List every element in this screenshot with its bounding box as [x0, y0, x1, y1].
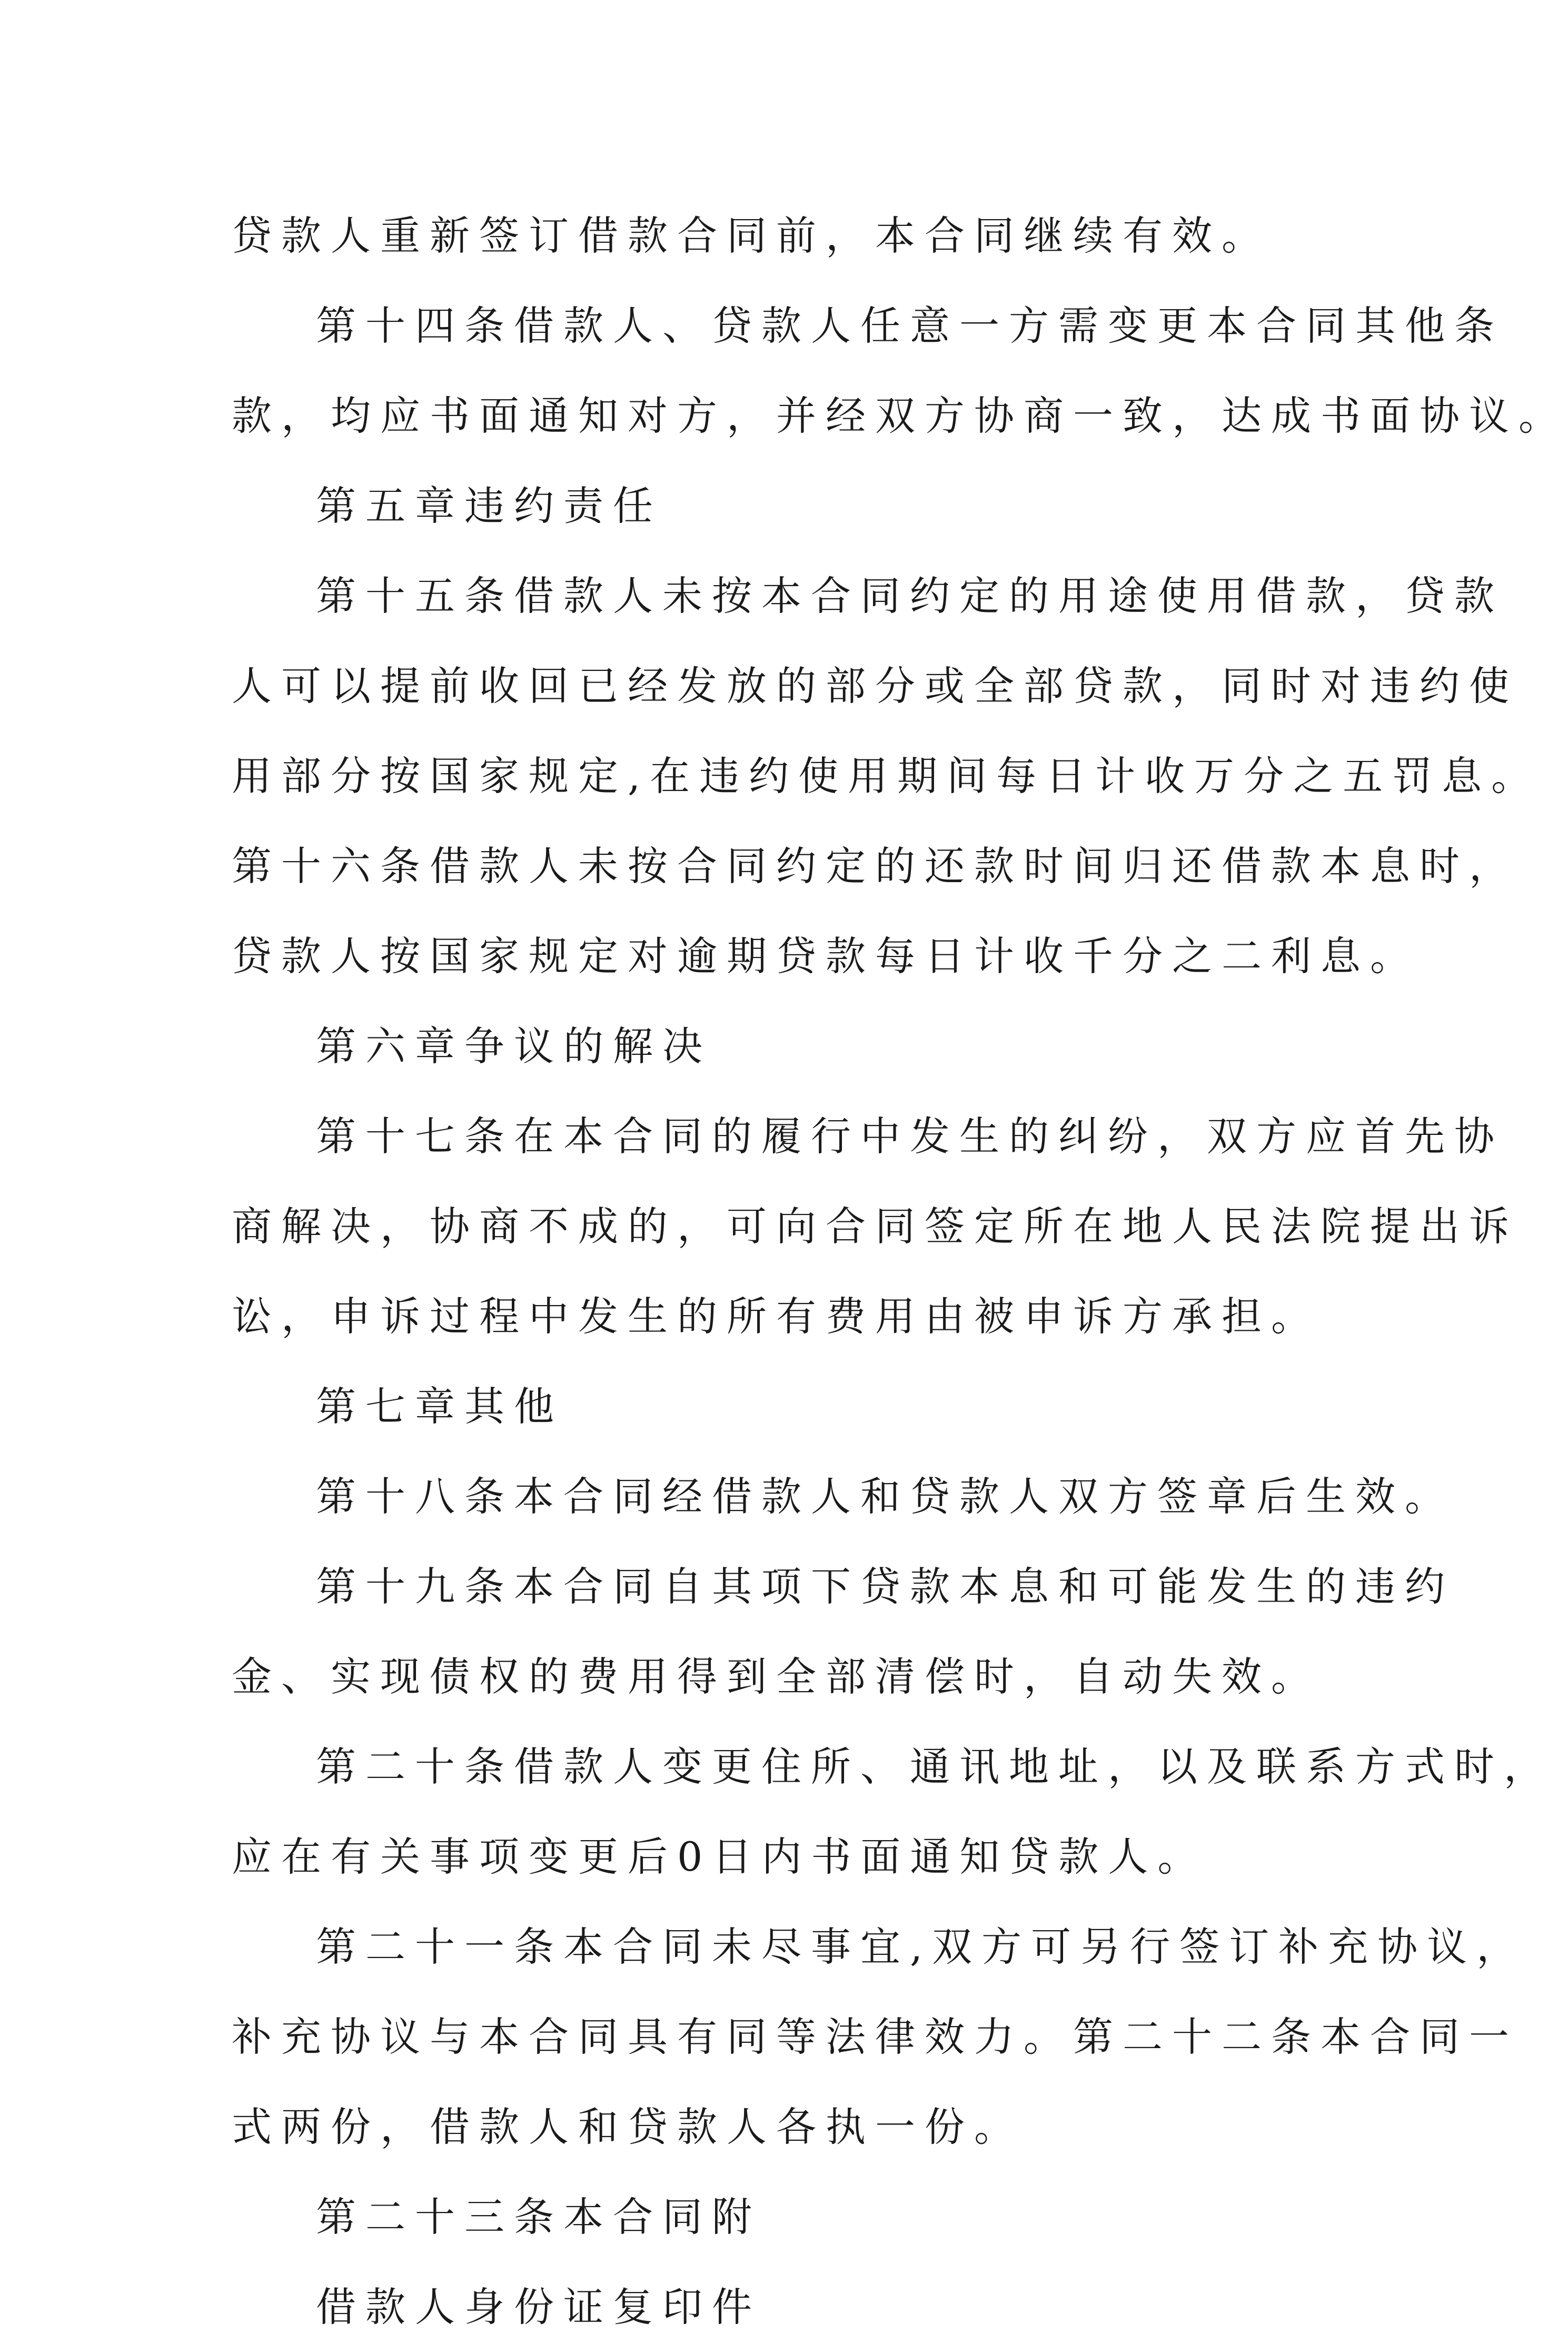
text-line: 应在有关事项变更后0日内书面通知贷款人。	[232, 1833, 1207, 1880]
contract-text	[232, 191, 1568, 2352]
text-line: 第二十一条本合同未尽事宜,双方可另行签订补充协议，	[316, 1923, 1526, 1970]
text-line: 第十九条本合同自其项下贷款本息和可能发生的违约	[316, 1563, 1454, 1610]
text-line: 金、实现债权的费用得到全部清偿时，自动失效。	[232, 1653, 1321, 1700]
text-line: 第十五条借款人未按本合同约定的用途使用借款，贷款	[316, 572, 1504, 619]
text-line: 第十八条本合同经借款人和贷款人双方签章后生效。	[316, 1473, 1454, 1520]
chapter-heading: 第五章违约责任	[316, 482, 662, 529]
text-line: 第十七条在本合同的履行中发生的纠纷，双方应首先协	[316, 1113, 1504, 1160]
text-line: 第十四条借款人、贷款人任意一方需变更本合同其他条	[316, 302, 1504, 349]
text-line: 贷款人按国家规定对逾期贷款每日计收千分之二利息。	[232, 933, 1420, 980]
text-line: 讼，申诉过程中发生的所有费用由被申诉方承担。	[232, 1293, 1321, 1340]
text-line: 用部分按国家规定,在违约使用期间每日计收万分之五罚息。	[232, 753, 1541, 799]
text-line: 式两份，借款人和贷款人各执一份。	[232, 2103, 1024, 2150]
chapter-heading: 第七章其他	[316, 1383, 563, 1430]
text-line: 第二十条借款人变更住所、通讯地址，以及联系方式时，	[316, 1743, 1553, 1790]
text-line: 款，均应书面通知对方，并经双方协商一致，达成书面协议。	[232, 392, 1568, 439]
text-line: 第十六条借款人未按合同约定的还款时间归还借款本息时，	[232, 843, 1519, 890]
text-line: 补充协议与本合同具有同等法律效力。第二十二条本合同一	[232, 2013, 1519, 2060]
text-line: 第二十三条本合同附	[316, 2193, 761, 2240]
text-line: 贷款人重新签订借款合同前，本合同继续有效。	[232, 212, 1271, 259]
text-line: 借款人身份证复印件	[316, 2284, 761, 2330]
chapter-heading: 第六章争议的解决	[316, 1023, 712, 1070]
text-line: 人可以提前收回已经发放的部分或全部贷款，同时对违约使	[232, 663, 1519, 709]
text-line: 商解决，协商不成的，可向合同签定所在地人民法院提出诉	[232, 1203, 1519, 1250]
